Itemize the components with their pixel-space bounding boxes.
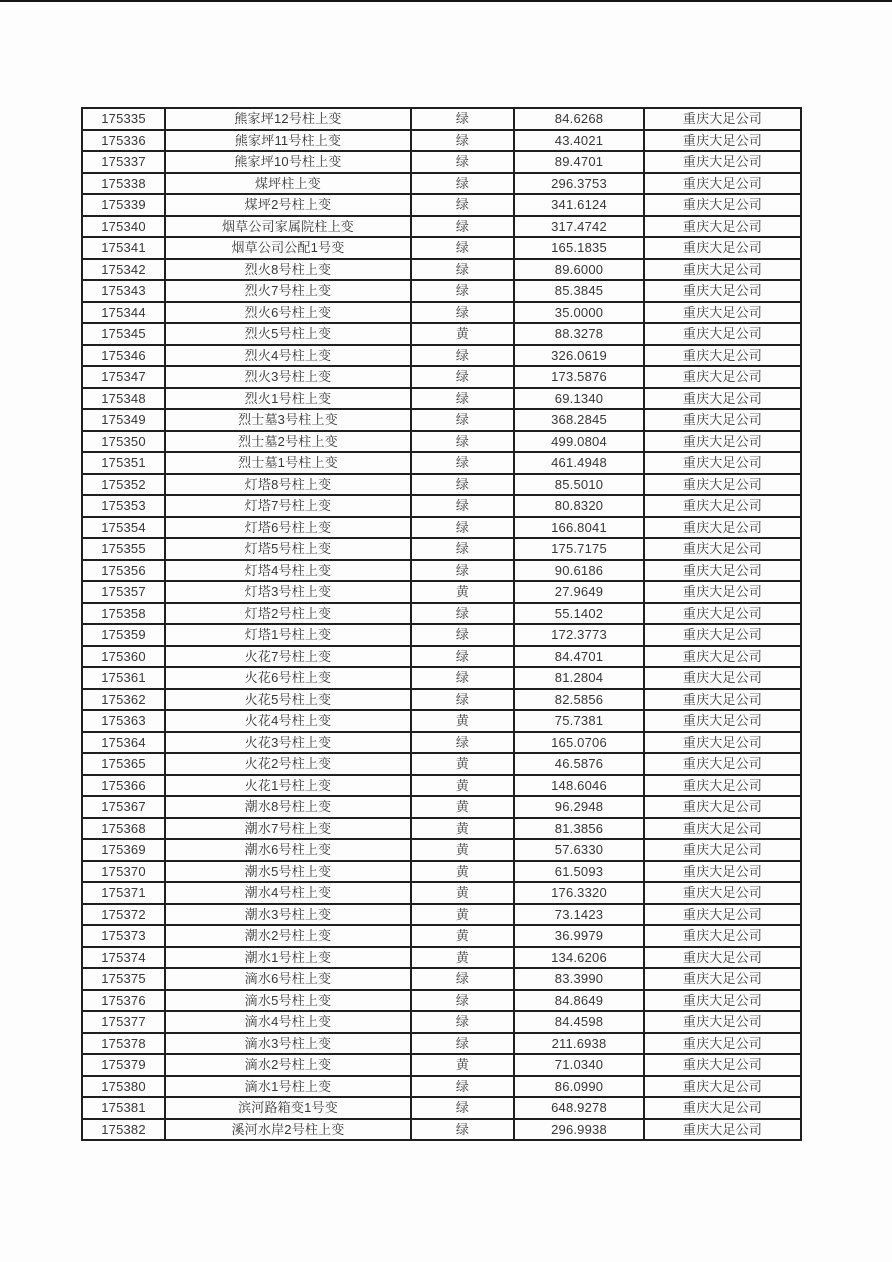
company-cell: 重庆大足公司 <box>644 259 801 281</box>
value-cell: 61.5093 <box>514 861 644 883</box>
id-cell: 175336 <box>82 130 165 152</box>
status-cell: 绿 <box>411 173 514 195</box>
id-cell: 175356 <box>82 560 165 582</box>
status-cell: 绿 <box>411 1097 514 1119</box>
id-cell: 175362 <box>82 689 165 711</box>
value-cell: 57.6330 <box>514 839 644 861</box>
table-row <box>82 968 801 990</box>
id-cell: 175351 <box>82 452 165 474</box>
id-cell: 175380 <box>82 1076 165 1098</box>
company-cell: 重庆大足公司 <box>644 925 801 947</box>
company-cell: 重庆大足公司 <box>644 237 801 259</box>
status-cell: 绿 <box>411 108 514 130</box>
company-cell: 重庆大足公司 <box>644 882 801 904</box>
table-row <box>82 818 801 840</box>
table-row <box>82 259 801 281</box>
company-cell: 重庆大足公司 <box>644 646 801 668</box>
status-cell: 绿 <box>411 624 514 646</box>
id-cell: 175338 <box>82 173 165 195</box>
name-cell: 灯塔6号柱上变 <box>165 517 411 539</box>
status-cell: 绿 <box>411 646 514 668</box>
company-cell: 重庆大足公司 <box>644 560 801 582</box>
table-row <box>82 431 801 453</box>
name-cell: 潮水7号柱上变 <box>165 818 411 840</box>
status-cell: 绿 <box>411 130 514 152</box>
name-cell: 滴水2号柱上变 <box>165 1054 411 1076</box>
name-cell: 烈火8号柱上变 <box>165 259 411 281</box>
value-cell: 499.0804 <box>514 431 644 453</box>
status-cell: 绿 <box>411 280 514 302</box>
id-cell: 175376 <box>82 990 165 1012</box>
company-cell: 重庆大足公司 <box>644 667 801 689</box>
company-cell: 重庆大足公司 <box>644 818 801 840</box>
value-cell: 84.8649 <box>514 990 644 1012</box>
value-cell: 175.7175 <box>514 538 644 560</box>
company-cell: 重庆大足公司 <box>644 624 801 646</box>
status-cell: 绿 <box>411 495 514 517</box>
value-cell: 73.1423 <box>514 904 644 926</box>
name-cell: 滴水4号柱上变 <box>165 1011 411 1033</box>
name-cell: 滨河路箱变1号变 <box>165 1097 411 1119</box>
company-cell: 重庆大足公司 <box>644 409 801 431</box>
name-cell: 滴水1号柱上变 <box>165 1076 411 1098</box>
value-cell: 461.4948 <box>514 452 644 474</box>
status-cell: 绿 <box>411 1033 514 1055</box>
value-cell: 165.1835 <box>514 237 644 259</box>
table-row <box>82 904 801 926</box>
table-row <box>82 861 801 883</box>
name-cell: 滴水6号柱上变 <box>165 968 411 990</box>
table-row <box>82 947 801 969</box>
value-cell: 211.6938 <box>514 1033 644 1055</box>
name-cell: 烈士墓3号柱上变 <box>165 409 411 431</box>
company-cell: 重庆大足公司 <box>644 452 801 474</box>
status-cell: 黄 <box>411 323 514 345</box>
transformer-table <box>81 107 802 1141</box>
id-cell: 175359 <box>82 624 165 646</box>
name-cell: 灯塔1号柱上变 <box>165 624 411 646</box>
table-row <box>82 452 801 474</box>
id-cell: 175367 <box>82 796 165 818</box>
company-cell: 重庆大足公司 <box>644 366 801 388</box>
table-row <box>82 517 801 539</box>
table-row <box>82 667 801 689</box>
name-cell: 火花4号柱上变 <box>165 710 411 732</box>
status-cell: 黄 <box>411 925 514 947</box>
company-cell: 重庆大足公司 <box>644 1097 801 1119</box>
status-cell: 绿 <box>411 990 514 1012</box>
company-cell: 重庆大足公司 <box>644 151 801 173</box>
id-cell: 175340 <box>82 216 165 238</box>
status-cell: 绿 <box>411 259 514 281</box>
scan-top-edge-line <box>0 0 892 2</box>
status-cell: 黄 <box>411 581 514 603</box>
status-cell: 绿 <box>411 603 514 625</box>
value-cell: 83.3990 <box>514 968 644 990</box>
value-cell: 88.3278 <box>514 323 644 345</box>
table-row <box>82 710 801 732</box>
company-cell: 重庆大足公司 <box>644 1119 801 1141</box>
id-cell: 175350 <box>82 431 165 453</box>
status-cell: 黄 <box>411 861 514 883</box>
id-cell: 175381 <box>82 1097 165 1119</box>
name-cell: 潮水5号柱上变 <box>165 861 411 883</box>
name-cell: 烈士墓1号柱上变 <box>165 452 411 474</box>
id-cell: 175347 <box>82 366 165 388</box>
id-cell: 175375 <box>82 968 165 990</box>
name-cell: 潮水8号柱上变 <box>165 796 411 818</box>
id-cell: 175352 <box>82 474 165 496</box>
name-cell: 灯塔7号柱上变 <box>165 495 411 517</box>
table-row <box>82 366 801 388</box>
name-cell: 烈士墓2号柱上变 <box>165 431 411 453</box>
name-cell: 火花3号柱上变 <box>165 732 411 754</box>
name-cell: 煤坪柱上变 <box>165 173 411 195</box>
name-cell: 烈火3号柱上变 <box>165 366 411 388</box>
id-cell: 175360 <box>82 646 165 668</box>
table-row <box>82 882 801 904</box>
company-cell: 重庆大足公司 <box>644 1033 801 1055</box>
id-cell: 175345 <box>82 323 165 345</box>
id-cell: 175364 <box>82 732 165 754</box>
id-cell: 175346 <box>82 345 165 367</box>
id-cell: 175373 <box>82 925 165 947</box>
value-cell: 96.2948 <box>514 796 644 818</box>
value-cell: 296.3753 <box>514 173 644 195</box>
company-cell: 重庆大足公司 <box>644 517 801 539</box>
name-cell: 灯塔8号柱上变 <box>165 474 411 496</box>
table-row <box>82 151 801 173</box>
table-row <box>82 581 801 603</box>
status-cell: 绿 <box>411 1011 514 1033</box>
status-cell: 绿 <box>411 1076 514 1098</box>
id-cell: 175355 <box>82 538 165 560</box>
table-row <box>82 796 801 818</box>
status-cell: 绿 <box>411 431 514 453</box>
name-cell: 熊家坪10号柱上变 <box>165 151 411 173</box>
status-cell: 绿 <box>411 366 514 388</box>
id-cell: 175374 <box>82 947 165 969</box>
company-cell: 重庆大足公司 <box>644 775 801 797</box>
name-cell: 灯塔4号柱上变 <box>165 560 411 582</box>
value-cell: 317.4742 <box>514 216 644 238</box>
table-row <box>82 474 801 496</box>
status-cell: 绿 <box>411 194 514 216</box>
company-cell: 重庆大足公司 <box>644 302 801 324</box>
id-cell: 175358 <box>82 603 165 625</box>
id-cell: 175342 <box>82 259 165 281</box>
id-cell: 175357 <box>82 581 165 603</box>
table-row <box>82 1076 801 1098</box>
value-cell: 89.4701 <box>514 151 644 173</box>
company-cell: 重庆大足公司 <box>644 753 801 775</box>
value-cell: 134.6206 <box>514 947 644 969</box>
company-cell: 重庆大足公司 <box>644 1011 801 1033</box>
name-cell: 烈火5号柱上变 <box>165 323 411 345</box>
id-cell: 175363 <box>82 710 165 732</box>
id-cell: 175368 <box>82 818 165 840</box>
table-row <box>82 990 801 1012</box>
id-cell: 175361 <box>82 667 165 689</box>
status-cell: 绿 <box>411 689 514 711</box>
value-cell: 90.6186 <box>514 560 644 582</box>
value-cell: 165.0706 <box>514 732 644 754</box>
value-cell: 84.4598 <box>514 1011 644 1033</box>
table-row <box>82 108 801 130</box>
id-cell: 175353 <box>82 495 165 517</box>
table-row <box>82 194 801 216</box>
status-cell: 绿 <box>411 151 514 173</box>
id-cell: 175343 <box>82 280 165 302</box>
status-cell: 黄 <box>411 753 514 775</box>
table-row <box>82 732 801 754</box>
company-cell: 重庆大足公司 <box>644 947 801 969</box>
table-row <box>82 753 801 775</box>
company-cell: 重庆大足公司 <box>644 216 801 238</box>
status-cell: 绿 <box>411 968 514 990</box>
id-cell: 175371 <box>82 882 165 904</box>
value-cell: 84.4701 <box>514 646 644 668</box>
name-cell: 灯塔3号柱上变 <box>165 581 411 603</box>
table-row <box>82 624 801 646</box>
status-cell: 黄 <box>411 904 514 926</box>
company-cell: 重庆大足公司 <box>644 904 801 926</box>
value-cell: 89.6000 <box>514 259 644 281</box>
name-cell: 潮水4号柱上变 <box>165 882 411 904</box>
name-cell: 灯塔5号柱上变 <box>165 538 411 560</box>
status-cell: 绿 <box>411 237 514 259</box>
company-cell: 重庆大足公司 <box>644 710 801 732</box>
table-row <box>82 345 801 367</box>
value-cell: 81.2804 <box>514 667 644 689</box>
name-cell: 烟草公司公配1号变 <box>165 237 411 259</box>
value-cell: 82.5856 <box>514 689 644 711</box>
value-cell: 176.3320 <box>514 882 644 904</box>
name-cell: 火花6号柱上变 <box>165 667 411 689</box>
table-row <box>82 646 801 668</box>
value-cell: 368.2845 <box>514 409 644 431</box>
company-cell: 重庆大足公司 <box>644 968 801 990</box>
value-cell: 166.8041 <box>514 517 644 539</box>
company-cell: 重庆大足公司 <box>644 603 801 625</box>
name-cell: 火花5号柱上变 <box>165 689 411 711</box>
company-cell: 重庆大足公司 <box>644 861 801 883</box>
id-cell: 175372 <box>82 904 165 926</box>
name-cell: 滴水3号柱上变 <box>165 1033 411 1055</box>
id-cell: 175348 <box>82 388 165 410</box>
value-cell: 69.1340 <box>514 388 644 410</box>
name-cell: 火花7号柱上变 <box>165 646 411 668</box>
value-cell: 27.9649 <box>514 581 644 603</box>
name-cell: 潮水2号柱上变 <box>165 925 411 947</box>
name-cell: 熊家坪12号柱上变 <box>165 108 411 130</box>
status-cell: 绿 <box>411 1119 514 1141</box>
table-row <box>82 775 801 797</box>
status-cell: 绿 <box>411 732 514 754</box>
company-cell: 重庆大足公司 <box>644 990 801 1012</box>
name-cell: 烈火4号柱上变 <box>165 345 411 367</box>
company-cell: 重庆大足公司 <box>644 1054 801 1076</box>
id-cell: 175339 <box>82 194 165 216</box>
status-cell: 黄 <box>411 1054 514 1076</box>
company-cell: 重庆大足公司 <box>644 194 801 216</box>
company-cell: 重庆大足公司 <box>644 1076 801 1098</box>
status-cell: 绿 <box>411 302 514 324</box>
id-cell: 175366 <box>82 775 165 797</box>
name-cell: 滴水5号柱上变 <box>165 990 411 1012</box>
name-cell: 潮水3号柱上变 <box>165 904 411 926</box>
table-row <box>82 323 801 345</box>
status-cell: 黄 <box>411 947 514 969</box>
company-cell: 重庆大足公司 <box>644 474 801 496</box>
name-cell: 溪河水岸2号柱上变 <box>165 1119 411 1141</box>
table-row <box>82 302 801 324</box>
value-cell: 80.8320 <box>514 495 644 517</box>
value-cell: 85.3845 <box>514 280 644 302</box>
status-cell: 绿 <box>411 667 514 689</box>
table-row <box>82 1119 801 1141</box>
id-cell: 175335 <box>82 108 165 130</box>
id-cell: 175341 <box>82 237 165 259</box>
company-cell: 重庆大足公司 <box>644 130 801 152</box>
status-cell: 绿 <box>411 409 514 431</box>
value-cell: 86.0990 <box>514 1076 644 1098</box>
company-cell: 重庆大足公司 <box>644 796 801 818</box>
value-cell: 172.3773 <box>514 624 644 646</box>
id-cell: 175382 <box>82 1119 165 1141</box>
value-cell: 296.9938 <box>514 1119 644 1141</box>
status-cell: 绿 <box>411 345 514 367</box>
value-cell: 55.1402 <box>514 603 644 625</box>
name-cell: 烟草公司家属院柱上变 <box>165 216 411 238</box>
status-cell: 绿 <box>411 452 514 474</box>
value-cell: 46.5876 <box>514 753 644 775</box>
table-row <box>82 560 801 582</box>
company-cell: 重庆大足公司 <box>644 839 801 861</box>
id-cell: 175377 <box>82 1011 165 1033</box>
table-row <box>82 216 801 238</box>
company-cell: 重庆大足公司 <box>644 280 801 302</box>
table-row <box>82 689 801 711</box>
id-cell: 175344 <box>82 302 165 324</box>
id-cell: 175337 <box>82 151 165 173</box>
value-cell: 75.7381 <box>514 710 644 732</box>
table-row <box>82 1054 801 1076</box>
value-cell: 648.9278 <box>514 1097 644 1119</box>
value-cell: 173.5876 <box>514 366 644 388</box>
id-cell: 175354 <box>82 517 165 539</box>
value-cell: 43.4021 <box>514 130 644 152</box>
table-row <box>82 237 801 259</box>
company-cell: 重庆大足公司 <box>644 495 801 517</box>
company-cell: 重庆大足公司 <box>644 538 801 560</box>
value-cell: 35.0000 <box>514 302 644 324</box>
table-row <box>82 388 801 410</box>
id-cell: 175378 <box>82 1033 165 1055</box>
table-row <box>82 173 801 195</box>
name-cell: 火花2号柱上变 <box>165 753 411 775</box>
value-cell: 71.0340 <box>514 1054 644 1076</box>
value-cell: 85.5010 <box>514 474 644 496</box>
company-cell: 重庆大足公司 <box>644 581 801 603</box>
status-cell: 黄 <box>411 839 514 861</box>
name-cell: 潮水1号柱上变 <box>165 947 411 969</box>
company-cell: 重庆大足公司 <box>644 431 801 453</box>
status-cell: 黄 <box>411 882 514 904</box>
name-cell: 熊家坪11号柱上变 <box>165 130 411 152</box>
status-cell: 黄 <box>411 796 514 818</box>
table-row <box>82 1033 801 1055</box>
name-cell: 烈火6号柱上变 <box>165 302 411 324</box>
value-cell: 36.9979 <box>514 925 644 947</box>
name-cell: 烈火7号柱上变 <box>165 280 411 302</box>
status-cell: 黄 <box>411 775 514 797</box>
status-cell: 绿 <box>411 216 514 238</box>
table-row <box>82 130 801 152</box>
value-cell: 84.6268 <box>514 108 644 130</box>
value-cell: 341.6124 <box>514 194 644 216</box>
id-cell: 175370 <box>82 861 165 883</box>
table-row <box>82 1011 801 1033</box>
id-cell: 175369 <box>82 839 165 861</box>
company-cell: 重庆大足公司 <box>644 388 801 410</box>
id-cell: 175365 <box>82 753 165 775</box>
status-cell: 绿 <box>411 474 514 496</box>
status-cell: 绿 <box>411 538 514 560</box>
name-cell: 灯塔2号柱上变 <box>165 603 411 625</box>
company-cell: 重庆大足公司 <box>644 323 801 345</box>
status-cell: 绿 <box>411 560 514 582</box>
table-row <box>82 538 801 560</box>
name-cell: 潮水6号柱上变 <box>165 839 411 861</box>
table-row <box>82 409 801 431</box>
company-cell: 重庆大足公司 <box>644 108 801 130</box>
company-cell: 重庆大足公司 <box>644 173 801 195</box>
status-cell: 黄 <box>411 710 514 732</box>
name-cell: 煤坪2号柱上变 <box>165 194 411 216</box>
table-row <box>82 603 801 625</box>
value-cell: 326.0619 <box>514 345 644 367</box>
status-cell: 绿 <box>411 517 514 539</box>
company-cell: 重庆大足公司 <box>644 345 801 367</box>
company-cell: 重庆大足公司 <box>644 732 801 754</box>
status-cell: 绿 <box>411 388 514 410</box>
table-row <box>82 1097 801 1119</box>
company-cell: 重庆大足公司 <box>644 689 801 711</box>
status-cell: 黄 <box>411 818 514 840</box>
table-row <box>82 280 801 302</box>
name-cell: 火花1号柱上变 <box>165 775 411 797</box>
value-cell: 148.6046 <box>514 775 644 797</box>
table-row <box>82 495 801 517</box>
name-cell: 烈火1号柱上变 <box>165 388 411 410</box>
id-cell: 175349 <box>82 409 165 431</box>
table-row <box>82 925 801 947</box>
value-cell: 81.3856 <box>514 818 644 840</box>
id-cell: 175379 <box>82 1054 165 1076</box>
table-row <box>82 839 801 861</box>
